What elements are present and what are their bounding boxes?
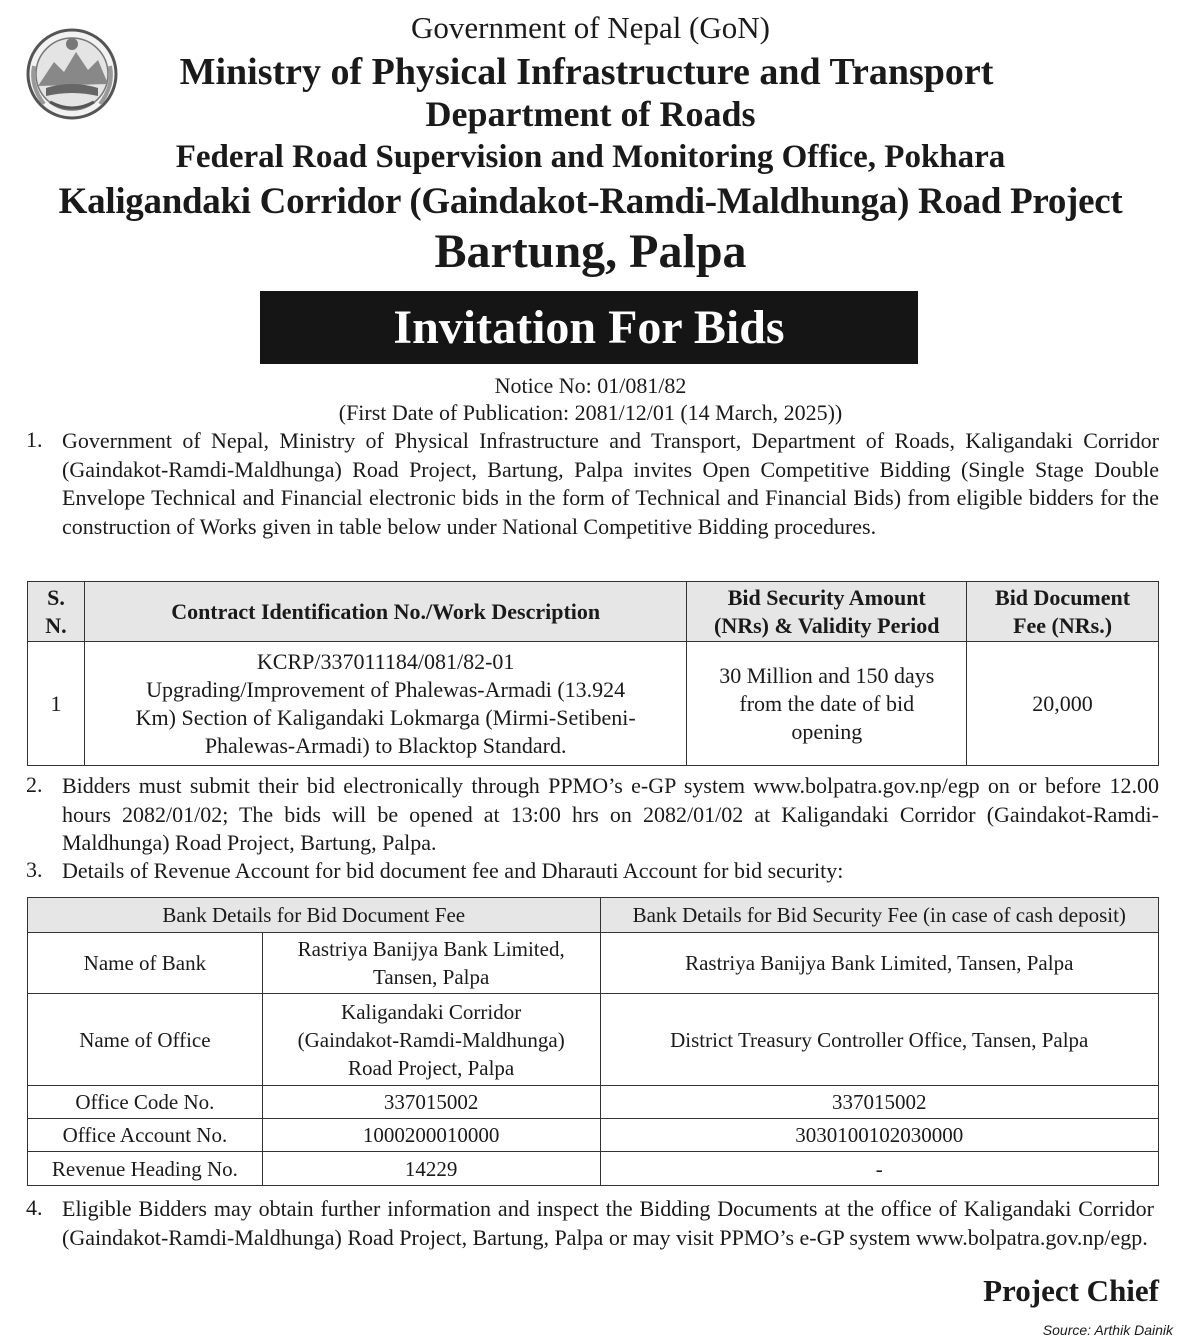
cell-line: 30 Million and 150 days [719, 662, 935, 688]
table-row [28, 994, 1159, 1086]
cell-line: Rastriya Banijya Bank Limited, [297, 937, 565, 961]
table-row [28, 1086, 1159, 1119]
cell-line: Road Project, Palpa [348, 1055, 515, 1080]
cell-doc: 337015002 [262, 1086, 600, 1119]
header-text: Fee (NRs.) [1013, 612, 1113, 638]
cell-doc [262, 994, 600, 1086]
cell-doc [262, 933, 600, 994]
page-title: Invitation For Bids [260, 291, 918, 364]
table-row [28, 1119, 1159, 1152]
bank-header-doc-fee: Bank Details for Bid Document Fee [28, 898, 601, 933]
works-table [27, 581, 1159, 766]
paragraph-number: 3. [26, 857, 43, 882]
row-label: Office Code No. [28, 1086, 263, 1119]
cell-line: Tansen, Palpa [372, 965, 490, 989]
row-label: Office Account No. [28, 1119, 263, 1152]
cell-line: Upgrading/Improvement of Phalewas-Armadi (13.924 [146, 676, 626, 702]
table-row [28, 933, 1159, 994]
row-label: Revenue Heading No. [28, 1152, 263, 1186]
publication-date: (First Date of Publication: 2081/12/01 (14 March, 2025)) [338, 400, 843, 425]
cell-security: 337015002 [600, 1086, 1159, 1119]
table-header-sn [28, 582, 85, 642]
signature: Project Chief [983, 1273, 1159, 1308]
cell-security [687, 642, 967, 766]
paragraph-text: Eligible Bidders may obtain further information and inspect the Bidding Documents at the office of Kaligandaki Corridor (Gaindakot-Ramdi-Maldhunga) Road Project, Bartung, Palpa or may visit PPMO’s e-GP system www.bolpatra.gov.np/egp. [62, 1196, 1154, 1250]
table-header-security [687, 582, 967, 642]
table-header-fee [967, 582, 1159, 642]
cell-line: (Gaindakot-Ramdi-Maldhunga) [297, 1027, 565, 1052]
cell-line: Km) Section of Kaligandaki Lokmarga (Mirmi-Setibeni- [135, 704, 636, 730]
notice-number: Notice No: 01/081/82 [494, 373, 687, 398]
cell-doc: 1000200010000 [262, 1119, 600, 1152]
cell-fee: 20,000 [967, 642, 1159, 766]
paragraph-number: 1. [26, 427, 43, 452]
cell-sn: 1 [28, 642, 85, 766]
header-text: Bid Document [995, 584, 1131, 610]
paragraph-text: Bidders must submit their bid electronically through PPMO’s e-GP system www.bolpatra.gov.np/egp on or before 12.00 hours 2082/01/02; The bids will be opened at 13:00 hrs on 2082/01/02 at Kaligandaki Corridor (Gaindakot-Ramdi-Maldhunga) Road Project, Bartung, Palpa. [62, 773, 1159, 855]
cell-security: District Treasury Controller Office, Tansen, Palpa [600, 994, 1159, 1086]
paragraph-text: Details of Revenue Account for bid document fee and Dharauti Account for bid security: [62, 858, 844, 883]
cell-doc: 14229 [262, 1152, 600, 1186]
cell-line: Phalewas-Armadi) to Blacktop Standard. [204, 732, 567, 758]
bank-details-table [27, 897, 1159, 1186]
project-title: Kaligandaki Corridor (Gaindakot-Ramdi-Maldhunga) Road Project [58, 181, 1123, 222]
paragraph-text: Government of Nepal, Ministry of Physical Infrastructure and Transport, Department of Roads, Kaligandaki Corridor (Gaindakot-Ramdi-Maldhunga) Road Project, Bartung, Palpa invites Open Competitive Bidding (Single Stage Double Envelope Technical and Financial electronic bids in the form of Technical and Financial Bids) from eligible bidders for the construction of Works given in table below under National Competitive Bidding procedures. [62, 428, 1159, 539]
ministry-title: Ministry of Physical Infrastructure and Transport [179, 51, 994, 93]
cell-line: from the date of bid [739, 690, 915, 716]
table-row [28, 1152, 1159, 1186]
cell-line: Kaligandaki Corridor [341, 999, 522, 1024]
row-label: Name of Office [28, 994, 263, 1086]
header-text: S. [47, 584, 65, 610]
government-title: Government of Nepal (GoN) [411, 10, 770, 45]
paragraph-number: 2. [26, 772, 43, 797]
paragraph-number: 4. [26, 1195, 43, 1220]
header-text: Bid Security Amount [727, 584, 926, 610]
location-title: Bartung, Palpa [434, 225, 747, 278]
cell-security: - [600, 1152, 1159, 1186]
cell-line: KCRP/337011184/081/82-01 [256, 648, 515, 674]
header-text: N. [45, 612, 67, 638]
cell-security: Rastriya Banijya Bank Limited, Tansen, Palpa [600, 933, 1159, 994]
cell-line: opening [791, 718, 863, 744]
cell-work [84, 642, 686, 766]
table-header-work: Contract Identification No./Work Description [84, 582, 686, 642]
table-row [28, 642, 1159, 766]
header-text: (NRs) & Validity Period [714, 612, 940, 638]
department-title: Department of Roads [425, 94, 756, 134]
source-credit: Source: Arthik Dainik [881, 1322, 1181, 1344]
row-label: Name of Bank [28, 933, 263, 994]
bank-header-security-fee: Bank Details for Bid Security Fee (in case of cash deposit) [600, 898, 1159, 933]
cell-security: 3030100102030000 [600, 1119, 1159, 1152]
office-title: Federal Road Supervision and Monitoring Office, Pokhara [175, 139, 1006, 175]
